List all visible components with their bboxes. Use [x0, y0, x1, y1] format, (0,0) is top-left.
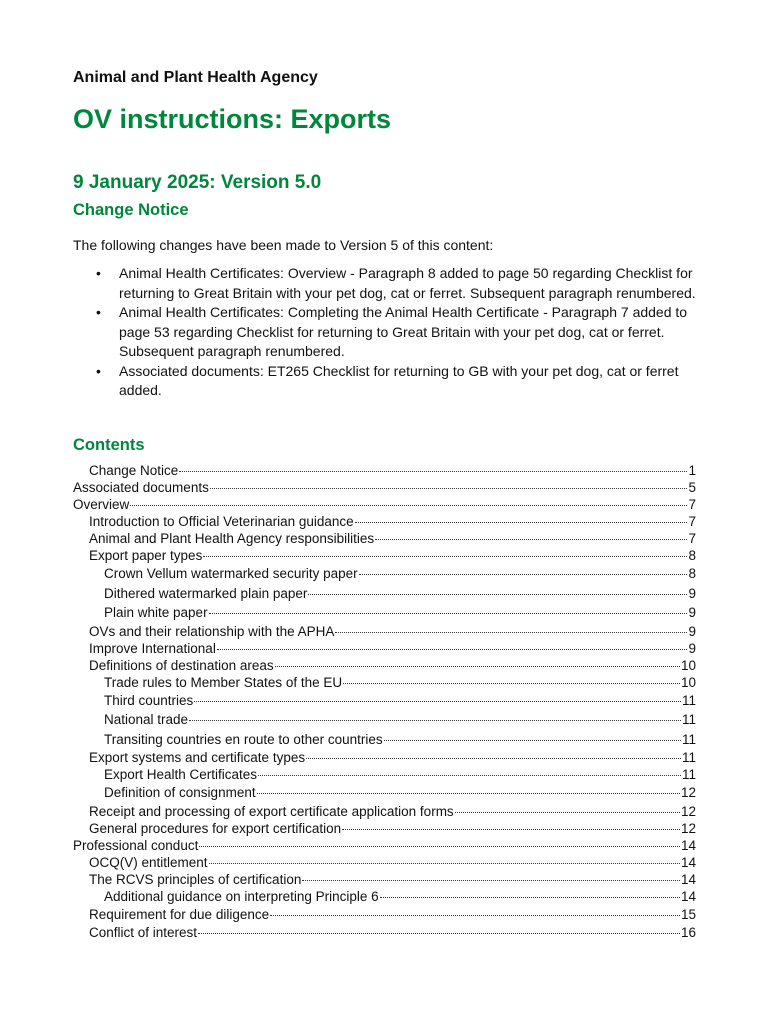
toc-page-number: 8	[688, 566, 696, 581]
change-notice-intro: The following changes have been made to Version 5 of this content:	[73, 237, 494, 253]
toc-entry-label: Overview	[73, 497, 130, 512]
toc-page-number: 12	[680, 820, 696, 836]
toc-dot-leader	[384, 740, 681, 741]
change-item	[96, 303, 699, 362]
toc-page-number: 14	[680, 888, 696, 904]
toc-dot-leader	[275, 666, 680, 667]
agency-name: Animal and Plant Health Agency	[73, 69, 318, 86]
toc-page-number: 8	[688, 548, 696, 563]
toc-entry-label: Crown Vellum watermarked security paper	[104, 566, 358, 581]
change-item-text: Associated documents: ET265 Checklist for returning to GB with your pet dog, cat or ferret added.	[119, 362, 679, 398]
toc-entry-label: Professional conduct	[73, 837, 199, 853]
toc-entry-label: Export systems and certificate types	[89, 750, 306, 765]
toc-entry[interactable]	[73, 924, 696, 941]
change-item	[96, 362, 699, 401]
toc-entry[interactable]	[73, 730, 696, 750]
toc-entry[interactable]	[73, 640, 696, 657]
toc-page-number: 10	[680, 674, 696, 690]
toc-page-number: 11	[681, 767, 696, 782]
toc-entry[interactable]	[73, 657, 696, 674]
toc-entry[interactable]	[73, 854, 696, 871]
toc-page-number: 1	[688, 463, 696, 478]
toc-entry-label: OCQ(V) entitlement	[89, 854, 208, 870]
toc-entry-label: Animal and Plant Health Agency responsibilities	[89, 531, 375, 546]
toc-entry-label: Additional guidance on interpreting Principle 6	[104, 888, 379, 904]
toc-entry[interactable]	[73, 820, 696, 837]
toc-entry[interactable]	[73, 766, 696, 783]
toc-page-number: 14	[680, 871, 696, 887]
toc-page-number: 7	[688, 497, 696, 512]
toc-page-number: 9	[688, 585, 696, 601]
toc-entry-label: Plain white paper	[104, 605, 208, 620]
toc-entry[interactable]	[73, 710, 696, 730]
toc-page-number: 11	[681, 712, 696, 727]
change-notice-heading: Change Notice	[73, 201, 189, 219]
toc-page-number: 7	[688, 514, 696, 529]
toc-dot-leader	[130, 505, 687, 506]
toc-entry-label: Requirement for due diligence	[89, 906, 270, 922]
toc-entry[interactable]	[73, 547, 696, 564]
toc-page-number: 11	[681, 692, 696, 708]
toc-entry[interactable]	[73, 462, 696, 479]
toc-entry-label: Trade rules to Member States of the EU	[104, 674, 343, 690]
change-item-text: Animal Health Certificates: Completing the Animal Health Certificate - Paragraph 7 added to page 53 regarding Checklist for returning to Great Britain with your pet dog, cat or ferret. Subsequent paragraph renumbered.	[119, 304, 688, 359]
toc-entry[interactable]	[73, 564, 696, 584]
toc-page-number: 14	[680, 854, 696, 870]
toc-entry[interactable]	[73, 837, 696, 854]
toc-entry-label: OVs and their relationship with the APHA	[89, 623, 335, 639]
toc-page-number: 12	[680, 803, 696, 819]
toc-dot-leader	[189, 720, 681, 721]
contents-heading: Contents	[73, 436, 145, 454]
toc-entry-label: Third countries	[104, 692, 194, 708]
toc-dot-leader	[209, 863, 680, 864]
toc-page-number: 9	[688, 623, 696, 639]
toc-entry[interactable]	[73, 871, 696, 888]
toc-entry-label: Associated documents	[73, 480, 209, 495]
toc-entry[interactable]	[73, 603, 696, 623]
change-item	[96, 264, 699, 303]
toc-dot-leader	[257, 793, 680, 794]
bullet-icon: •	[96, 304, 101, 320]
toc-page-number: 9	[688, 605, 696, 620]
toc-entry[interactable]	[73, 674, 696, 691]
toc-dot-leader	[258, 775, 681, 776]
toc-dot-leader	[306, 758, 681, 759]
toc-entry-label: Change Notice	[89, 463, 179, 478]
toc-page-number: 11	[681, 731, 696, 747]
toc-dot-leader	[210, 488, 688, 489]
toc-page-number: 15	[680, 906, 696, 922]
toc-page-number: 12	[680, 785, 696, 800]
toc-dot-leader	[179, 471, 687, 472]
toc-entry[interactable]	[73, 691, 696, 711]
toc-dot-leader	[302, 880, 680, 881]
toc-dot-leader	[342, 829, 680, 830]
toc-dot-leader	[455, 812, 680, 813]
toc-entry-label: Transiting countries en route to other countries	[104, 731, 383, 747]
toc-dot-leader	[308, 594, 687, 595]
toc-page-number: 9	[688, 640, 696, 656]
toc-entry-label: National trade	[104, 712, 189, 727]
toc-entry[interactable]	[73, 623, 696, 640]
toc-entry[interactable]	[73, 888, 696, 905]
change-list	[96, 264, 699, 401]
toc-entry-label: Improve International	[89, 640, 216, 656]
toc-dot-leader	[375, 539, 687, 540]
toc-entry[interactable]	[73, 479, 696, 496]
toc-entry-label: The RCVS principles of certification	[89, 871, 302, 887]
change-item-text: Animal Health Certificates: Overview - Paragraph 8 added to page 50 regarding Checklist for returning to Great Britain with your pet dog, cat or ferret. Subsequent paragraph renumbered.	[119, 265, 696, 301]
toc-entry[interactable]	[73, 584, 696, 604]
toc-page-number: 14	[680, 837, 696, 853]
toc-page-number: 7	[688, 531, 696, 546]
version-heading: 9 January 2025: Version 5.0	[73, 172, 322, 193]
toc-dot-leader	[343, 683, 680, 684]
toc-dot-leader	[270, 915, 680, 916]
toc-entry-label: Receipt and processing of export certificate application forms	[89, 803, 454, 819]
toc-entry[interactable]	[73, 513, 696, 530]
toc-entry[interactable]	[73, 783, 696, 803]
toc-dot-leader	[380, 897, 680, 898]
toc-entry[interactable]	[73, 496, 696, 513]
toc-entry-label: Export Health Certificates	[104, 767, 258, 782]
toc-entry[interactable]	[73, 749, 696, 766]
toc-dot-leader	[217, 649, 688, 650]
toc-entry[interactable]	[73, 530, 696, 547]
toc-page-number: 11	[681, 750, 696, 765]
toc-entry-label: Export paper types	[89, 548, 203, 563]
toc-entry-label: Definition of consignment	[104, 785, 256, 800]
bullet-icon: •	[96, 265, 101, 281]
table-of-contents	[73, 462, 696, 941]
toc-entry-label: Conflict of interest	[89, 925, 198, 940]
toc-page-number: 16	[680, 925, 696, 940]
toc-entry-label: Introduction to Official Veterinarian guidance	[89, 514, 354, 529]
toc-dot-leader	[359, 574, 688, 575]
toc-dot-leader	[194, 701, 681, 702]
toc-page-number: 10	[680, 657, 696, 673]
toc-entry-label: General procedures for export certification	[89, 820, 342, 836]
toc-dot-leader	[209, 613, 688, 614]
bullet-icon: •	[96, 362, 101, 379]
page-title: OV instructions: Exports	[73, 104, 392, 134]
toc-dot-leader	[335, 632, 687, 633]
toc-entry[interactable]	[73, 803, 696, 820]
toc-entry-label: Dithered watermarked plain paper	[104, 585, 308, 601]
toc-dot-leader	[355, 522, 688, 523]
toc-dot-leader	[199, 846, 680, 847]
toc-dot-leader	[203, 556, 687, 557]
toc-dot-leader	[198, 933, 680, 934]
toc-entry-label: Definitions of destination areas	[89, 657, 274, 673]
toc-entry[interactable]	[73, 905, 696, 925]
toc-page-number: 5	[688, 480, 696, 495]
